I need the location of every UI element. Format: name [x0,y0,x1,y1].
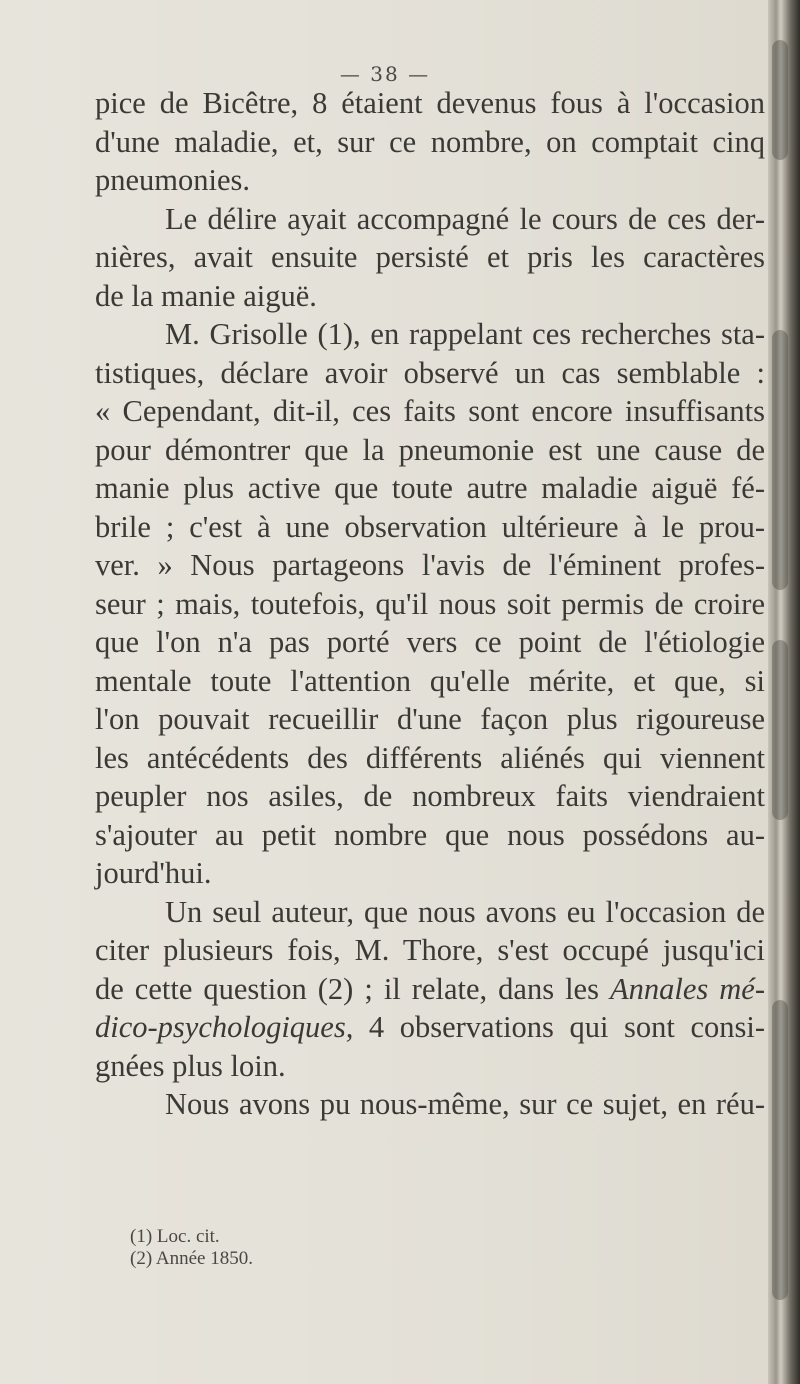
text-line: s'ajouter au petit nombre que nous possédons au- [95,817,765,852]
text-line: manie plus active que toute autre maladie aiguë fé- [95,471,765,505]
text-line: nières, avait ensuite persisté et pris les caractères [95,240,765,274]
text-line: Un seul auteur, que nous avons eu l'occasion de [165,894,765,929]
body-text [95,84,765,1124]
text-line: gnées plus loin. [95,1048,286,1083]
text-line: ver. » Nous partageons l'avis de l'éminent profes- [95,548,765,582]
text-segment: de cette question (2) ; il relate, dans les [95,971,599,1006]
text-line: de la manie aiguë. [95,278,317,313]
text-line: brile ; c'est à une observation ultérieure à le prou- [95,509,765,544]
text-line: citer plusieurs fois, M. Thore, s'est occupé jusqu'ici [95,933,765,967]
page-number: — 38 — [339,62,431,86]
text-line: Nous avons pu nous-même, sur ce sujet, en réu- [165,1087,765,1121]
footnote-2: (2) Année 1850. [130,1248,253,1269]
text-line: seur ; mais, toutefois, qu'il nous soit permis de croire [95,586,765,621]
footnote-1: (1) Loc. cit. [130,1226,220,1247]
text-line: les antécédents des différents aliénés qui viennent [95,740,765,775]
text-line [95,970,765,1009]
text-line: « Cependant, dit-il, ces faits sont encore insuffisants [95,394,765,428]
paragraph-5 [95,1085,765,1124]
text-line: jourd'hui. [95,856,212,890]
text-line: mentale toute l'attention qu'elle mérite, et que, si [95,663,765,698]
text-line: d'une maladie, et, sur ce nombre, on comptait cinq [95,124,765,159]
text-line: que l'on n'a pas porté vers ce point de l'étiologie [95,625,765,659]
journal-title: Annales mé- [610,971,766,1006]
text-line: pneumonies. [95,163,251,197]
text-line [95,1008,765,1047]
text-line: M. Grisolle (1), en rappelant ces recherches sta- [165,317,765,351]
paragraph-2 [95,200,765,316]
text-line: l'on pouvait recueillir d'une façon plus rigoureuse [95,702,765,736]
scan-smudge [772,1000,788,1300]
footnotes [130,1226,430,1270]
text-line: pice de Bicêtre, 8 étaient devenus fous à l'occasion [95,86,765,120]
paragraph-1 [95,84,765,200]
scan-smudge [772,40,788,160]
page-edge-shadow [768,0,800,1384]
text-line: tistiques, déclare avoir observé un cas semblable : [95,355,765,390]
text-line: Le délire ayait accompagné le cours de ces der- [165,201,765,236]
text-line: pour démontrer que la pneumonie est une cause de [95,432,765,467]
paragraph-3 [95,315,765,893]
journal-title-continued: dico-psychologiques, [95,1010,354,1044]
paragraph-4 [95,893,765,1086]
text-segment: 4 observations qui sont consi- [368,1010,765,1044]
text-line: peupler nos asiles, de nombreux faits viendraient [95,779,765,813]
scan-smudge [772,330,788,590]
scan-smudge [772,640,788,820]
